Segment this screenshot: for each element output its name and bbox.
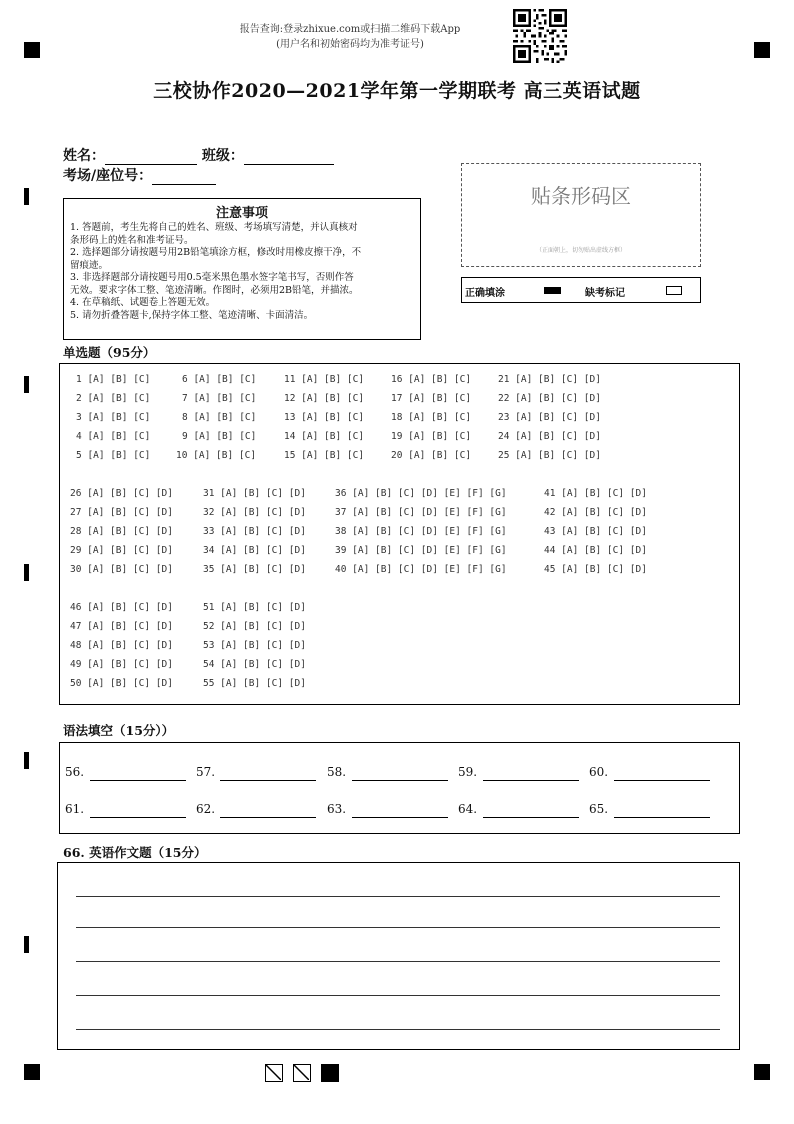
gap-answer-line[interactable] [614,816,710,818]
choice-question[interactable]: 53 [A] [B] [C] [D] [203,640,306,651]
gap-number: 62. [196,802,216,816]
choice-question[interactable]: 36 [A] [B] [C] [D] [E] [F] [G] [335,488,507,499]
timing-mark [24,752,29,769]
choice-question[interactable]: 29 [A] [B] [C] [D] [70,545,173,556]
gap-answer-line[interactable] [483,779,579,781]
gap-answer-line[interactable] [614,779,710,781]
choice-question[interactable]: 22 [A] [B] [C] [D] [498,393,601,404]
choice-question[interactable]: 9 [A] [B] [C] [182,431,257,442]
grammar-answer-box [59,742,740,834]
absent-mark-box[interactable] [666,286,682,295]
gap-answer-line[interactable] [483,816,579,818]
notice-line: 条形码上的姓名和准考证号。 [70,234,194,246]
choice-question[interactable]: 5 [A] [B] [C] [76,450,151,461]
choice-question[interactable]: 3 [A] [B] [C] [76,412,151,423]
gap-answer-line[interactable] [90,779,186,781]
choice-question[interactable]: 14 [A] [B] [C] [284,431,365,442]
gap-answer-line[interactable] [90,816,186,818]
choice-question[interactable]: 26 [A] [B] [C] [D] [70,488,173,499]
choice-question[interactable]: 32 [A] [B] [C] [D] [203,507,306,518]
choice-question[interactable]: 18 [A] [B] [C] [391,412,472,423]
choice-section-title: 单选题（95分） [63,345,156,360]
name-field[interactable] [105,150,197,165]
choice-question[interactable]: 52 [A] [B] [C] [D] [203,621,306,632]
choice-question[interactable]: 16 [A] [B] [C] [391,374,472,385]
report-query-note [200,22,500,52]
gap-number: 59. [458,765,478,779]
choice-question[interactable]: 43 [A] [B] [C] [D] [544,526,647,537]
notice-line: 留痕迹。 [70,259,109,271]
choice-question[interactable]: 28 [A] [B] [C] [D] [70,526,173,537]
notice-box [63,198,421,340]
absent-mark-label: 缺考标记 [585,288,625,299]
choice-question[interactable]: 4 [A] [B] [C] [76,431,151,442]
gap-number: 57. [196,765,216,779]
choice-question[interactable]: 6 [A] [B] [C] [182,374,257,385]
choice-question[interactable]: 46 [A] [B] [C] [D] [70,602,173,613]
corner-mark-bottom-right [754,1064,770,1080]
page-check-mark-slashed [265,1064,283,1082]
barcode-area[interactable] [461,163,701,267]
notice-title: 注意事项 [215,206,268,221]
gap-number: 64. [458,802,478,816]
choice-question[interactable]: 50 [A] [B] [C] [D] [70,678,173,689]
gap-answer-line[interactable] [220,779,316,781]
corner-mark-bottom-left [24,1064,40,1080]
choice-question[interactable]: 38 [A] [B] [C] [D] [E] [F] [G] [335,526,507,537]
choice-question[interactable]: 12 [A] [B] [C] [284,393,365,404]
timing-mark [24,564,29,581]
writing-line[interactable] [76,1029,720,1030]
barcode-area-title: 贴条形码区 [531,184,631,208]
choice-question[interactable]: 13 [A] [B] [C] [284,412,365,423]
choice-question[interactable]: 21 [A] [B] [C] [D] [498,374,601,385]
writing-line[interactable] [76,995,720,996]
student-info-row-2 [63,165,216,185]
gap-number: 60. [589,765,609,779]
choice-question[interactable]: 33 [A] [B] [C] [D] [203,526,306,537]
timing-mark [24,188,29,205]
choice-question[interactable]: 41 [A] [B] [C] [D] [544,488,647,499]
choice-question[interactable]: 51 [A] [B] [C] [D] [203,602,306,613]
class-label: 班级： [201,148,244,164]
gap-number: 63. [327,802,347,816]
seat-label: 考场/座位号： [63,168,153,184]
page-check-mark-slashed [293,1064,311,1082]
barcode-area-hint: （正面朝上，切勿贴出虚线方框） [535,247,626,254]
exam-title: 三校协作2020—2021学年第一学期联考 高三英语试题 [153,80,641,102]
gap-answer-line[interactable] [220,816,316,818]
choice-question[interactable]: 11 [A] [B] [C] [284,374,365,385]
name-label: 姓名： [63,148,105,164]
notice-line: 4. 在草稿纸、试题卷上答题无效。 [70,297,216,308]
choice-question[interactable]: 39 [A] [B] [C] [D] [E] [F] [G] [335,545,507,556]
gap-number: 56. [65,765,85,779]
choice-question[interactable]: 19 [A] [B] [C] [391,431,472,442]
writing-line[interactable] [76,896,720,897]
choice-question[interactable]: 40 [A] [B] [C] [D] [E] [F] [G] [335,564,507,575]
choice-question[interactable]: 48 [A] [B] [C] [D] [70,640,173,651]
choice-question[interactable]: 44 [A] [B] [C] [D] [544,545,647,556]
choice-question[interactable]: 25 [A] [B] [C] [D] [498,450,601,461]
choice-question[interactable]: 42 [A] [B] [C] [D] [544,507,647,518]
gap-number: 61. [65,802,85,816]
choice-question[interactable]: 15 [A] [B] [C] [284,450,365,461]
corner-mark-top-right [754,42,770,58]
choice-question[interactable]: 37 [A] [B] [C] [D] [E] [F] [G] [335,507,507,518]
timing-mark [24,936,29,953]
gap-number: 65. [589,802,609,816]
choice-question[interactable]: 34 [A] [B] [C] [D] [203,545,306,556]
correct-fill-sample [544,287,561,294]
choice-question[interactable]: 20 [A] [B] [C] [391,450,472,461]
choice-question[interactable]: 10 [A] [B] [C] [176,450,257,461]
grammar-section-title: 语法填空（15分）） [63,723,175,738]
choice-question[interactable]: 24 [A] [B] [C] [D] [498,431,601,442]
choice-question[interactable]: 8 [A] [B] [C] [182,412,257,423]
notice-line: 5. 请勿折叠答题卡,保持字体工整、笔迹清晰、卡面清洁。 [70,309,314,321]
notice-line: 2. 选择题部分请按题号用2B铅笔填涂方框，修改时用橡皮擦干净，不 [70,247,362,258]
corner-mark-top-left [24,42,40,58]
report-query-line: 报告查询:登录zhixue.com或扫描二维码下载App [239,24,461,35]
choice-question[interactable]: 27 [A] [B] [C] [D] [70,507,173,518]
choice-question[interactable]: 1 [A] [B] [C] [76,374,151,385]
choice-question[interactable]: 31 [A] [B] [C] [D] [203,488,306,499]
writing-line[interactable] [76,961,720,962]
choice-question[interactable]: 45 [A] [B] [C] [D] [544,564,647,575]
writing-section-title: 66. 英语作文题（15分） [63,845,207,860]
correct-fill-label: 正确填涂 [465,288,505,299]
choice-question[interactable]: 30 [A] [B] [C] [D] [70,564,173,575]
gap-answer-line[interactable] [352,779,448,781]
choice-question[interactable]: 2 [A] [B] [C] [76,393,151,404]
class-field[interactable] [244,150,334,165]
notice-line: 无效。要求字体工整、笔迹清晰。作图时，必须用2B铅笔，并描浓。 [70,284,359,296]
choice-question[interactable]: 47 [A] [B] [C] [D] [70,621,173,632]
choice-question[interactable]: 7 [A] [B] [C] [182,393,257,404]
fill-legend [461,277,701,303]
choice-question[interactable]: 49 [A] [B] [C] [D] [70,659,173,670]
choice-question[interactable]: 17 [A] [B] [C] [391,393,472,404]
seat-field[interactable] [152,170,216,185]
qr-code[interactable] [513,9,567,63]
choice-question[interactable]: 55 [A] [B] [C] [D] [203,678,306,689]
writing-answer-box[interactable] [57,862,740,1050]
choice-question[interactable]: 23 [A] [B] [C] [D] [498,412,601,423]
report-credential-line: (用户名和初始密码均为准考证号) [276,39,424,50]
page-check-mark-filled [321,1064,339,1082]
choice-question[interactable]: 35 [A] [B] [C] [D] [203,564,306,575]
notice-line: 3. 非选择题部分请按题号用0.5毫米黑色墨水签字笔书写，否则作答 [70,272,354,283]
gap-answer-line[interactable] [352,816,448,818]
timing-mark [24,376,29,393]
notice-line: 1. 答题前，考生先将自己的姓名、班级、考场填写清楚，并认真核对 [70,222,358,233]
gap-number: 58. [327,765,347,779]
student-info-row-1 [63,145,334,165]
writing-line[interactable] [76,927,720,928]
choice-question[interactable]: 54 [A] [B] [C] [D] [203,659,306,670]
